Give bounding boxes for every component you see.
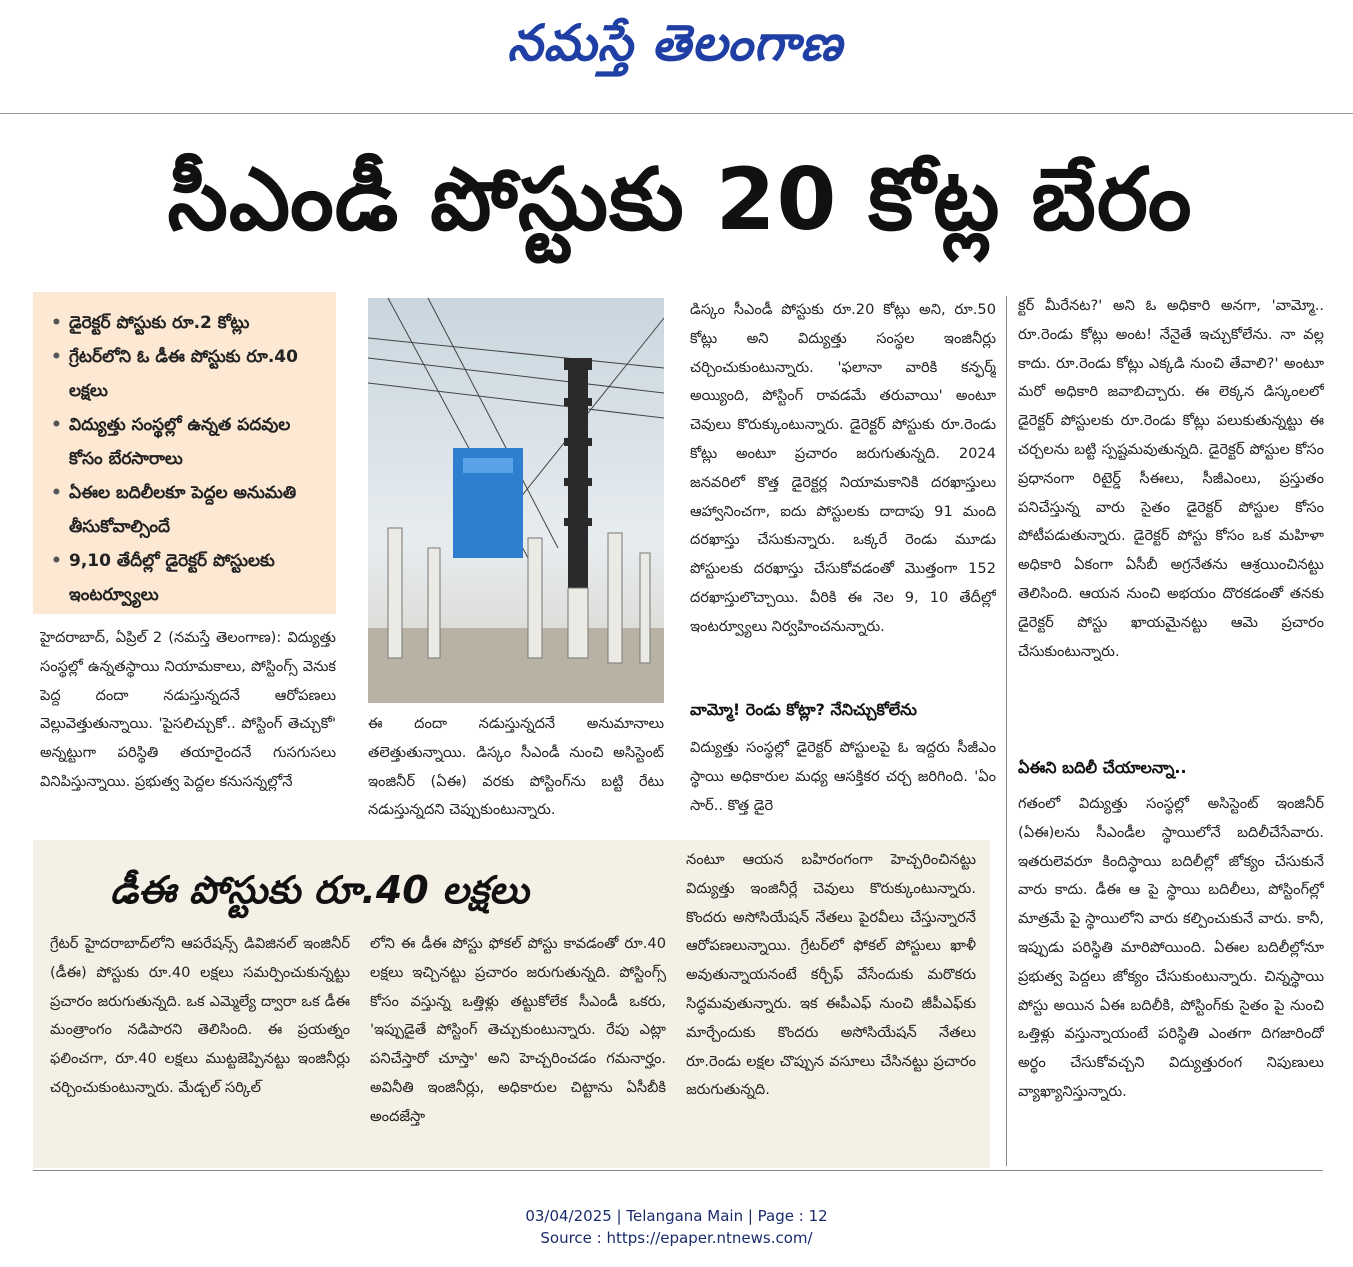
footer-date-page: 03/04/2025 | Telangana Main | Page : 12 <box>525 1207 828 1225</box>
masthead <box>0 0 1353 104</box>
newspaper-logo: నమస్తే తెలంగాణ <box>507 14 843 72</box>
article-column-2: ఈ దందా నడుస్తున్నదనే అనుమానాలు తలెత్తుతున్నాయి. డిస్కం సీఎండీ నుంచి అసిస్టెంట్ ఇంజినీర్ (ఏఈ) వరకు పోస్టింగ్‌ను బట్టి రేటు నడుస్తున్నదని చెప్పుకుంటున్నారు. <box>368 715 664 819</box>
highlight-item: • డైరెక్టర్ పోస్టుకు రూ.2 కోట్లు <box>51 306 326 340</box>
de-post-title: డీఈ పోస్టుకు రూ.40 లక్షలు <box>110 868 529 912</box>
column-divider <box>1006 296 1007 1166</box>
masthead-divider <box>0 113 1353 114</box>
subhead-two-crore: వామ్మో! రెండు కోట్లా? నేనిచ్చుకోలేను <box>690 700 917 719</box>
article-column-4b: గతంలో విద్యుత్తు సంస్థల్లో అసిస్టెంట్ ఇంజినీర్ (ఏఈ)లను సీఎండీల స్థాయిలోనే బదిలీచేసేవారు. ఇతరులెవరూ కిందిస్థాయి బదిలీల్లో జోక్యం చేసుకునే వారు కాదు. డీఈ ఆ పై స్థాయి బదిలీలు, పోస్టింగ్‌ల్లో మాత్రమే పై స్థాయిలోని వారు కల్పించుకునే వారు. కానీ, ఇప్పుడు పరిస్థితి మారిపోయింది. ఏఈల బదిలీల్లోనూ ప్రభుత్వ పెద్దలు జోక్యం చేసుకుంటున్నారు. చిన్నస్థాయి పోస్టు అయిన ఏఈ బదిలీకి, పోస్టింగ్‌కు సైతం పై నుంచి ఒత్తిళ్లు వస్తున్నాయంటే పరిస్థితి ఎంతగా దిగజారిందో అర్థం చేసుకోవచ్చని విద్యుత్తురంగ నిపుణులు వ్యాఖ్యానిస్తున్నారు. <box>1018 795 1324 1100</box>
substation-photo <box>368 298 664 703</box>
article-column-3b: విద్యుత్తు సంస్థల్లో డైరెక్టర్ పోస్టులపై ఓ ఇద్దరు సీజీఎం స్థాయి అధికారుల మధ్య ఆసక్తికర చర్చ జరిగింది. 'ఏం సార్.. కొత్త డైరె <box>690 739 996 814</box>
footer <box>0 1205 1353 1249</box>
de-post-column-2: లోని ఈ డీఈ పోస్టు ఫోకల్ పోస్టు కావడంతో రూ.40 లక్షలు ఇచ్చినట్టు ప్రచారం జరుగుతున్నది. పోస్టింగ్స్ కోసం వస్తున్న ఒత్తిళ్లు తట్టుకోలేక సీఎండీ ఒకరు, 'ఇప్పుడైతే పోస్టింగ్ తెచ్చుకుంటున్నారు. రేపు ఎట్లా పనిచేస్తారో చూస్తా' అని హెచ్చరించడం గమనార్హం. అవినీతి ఇంజినీర్లు, అధికారుల చిట్టాను ఏసీబీకి అందజేస్తా <box>370 935 666 1125</box>
footer-source: Source : https://epaper.ntnews.com/ <box>540 1229 813 1247</box>
bottom-divider <box>33 1170 1323 1171</box>
headline: సీఎండీ పోస్టుకు 20 కోట్ల బేరం <box>167 150 1193 250</box>
highlight-item: • ఏఈల బదిలీలకూ పెద్దల అనుమతి తీసుకోవాల్సిందే <box>51 476 326 544</box>
highlight-item: • 9,10 తేదీల్లో డైరెక్టర్ పోస్టులకు ఇంటర్వ్యూలు <box>51 544 326 612</box>
article-column-3: డిస్కం సీఎండీ పోస్టుకు రూ.20 కోట్లు అని, రూ.50 కోట్లు అని విద్యుత్తు సంస్థల ఇంజినీర్లు చర్చించుకుంటున్నారు. 'ఫలానా వారికి కన్ఫర్మ్ అయ్యింది, పోస్టింగ్ రావడమే తరువాయి' అంటూ చెవులు కొరుక్కుంటున్నారు. డైరెక్టర్ పోస్టుకు రూ.రెండు కోట్లు అంటూ ప్రచారం జరుగుతున్నది. 2024 జనవరిలో కొత్త డైరెక్టర్ల నియామకానికి దరఖాస్తులు ఆహ్వానించగా, ఐదు పోస్టులకు దాదాపు 91 మంది దరఖాస్తు చేసుకున్నారు. ఒక్కరే రెండు మూడు పోస్టులకు దరఖాస్తు చేసుకోవడంతో మొత్తంగా 152 దరఖాస్తులొచ్చాయి. వీరికి ఈ నెల 9, 10 తేదీల్లో ఇంటర్వ్యూలు నిర్వహించనున్నారు. <box>690 301 996 635</box>
highlight-item: • విద్యుత్తు సంస్థల్లో ఉన్నత పదవుల కోసం బేరసారాలు <box>51 408 326 476</box>
article-column-1: హైదరాబాద్, ఏప్రిల్ 2 (నమస్తే తెలంగాణ): విద్యుత్తు సంస్థల్లో ఉన్నతస్థాయి నియామకాలు, పోస్టింగ్స్ వెనుక పెద్ద దందా నడుస్తున్నదనే ఆరోపణలు వెల్లువెత్తుతున్నాయి. 'పైసలిచ్చుకో.. పోస్టింగ్ తెచ్చుకో' అన్నట్టుగా పరిస్థితి తయారైందనే గుసగుసలు వినిపిస్తున్నాయి. ప్రభుత్వ పెద్దల కనుసన్నల్లోనే <box>40 629 336 790</box>
article-column-4: క్టర్ మీరేనట?' అని ఓ అధికారి అనగా, 'వామ్మో.. రూ.రెండు కోట్లు అంట! నేనైతే ఇచ్చుకోలేను. నా వల్ల కాదు. రూ.రెండు కోట్లు ఎక్కడి నుంచి తేవాలి?' అంటూ మరో అధికారి జవాబిచ్చారు. ఈ లెక్కన డిస్కంలలో డైరెక్టర్ పోస్టులకు రూ.రెండు కోట్లు పలుకుతున్నట్టు ఈ చర్చలను బట్టి స్పష్టమవుతున్నది. డైరెక్టర్ పోస్టుల కోసం ప్రధానంగా రిటైర్డ్ సీఈలు, సీజీఎంలు, ప్రస్తుతం పనిచేస్తున్న వారు సైతం డైరెక్టర్ పోస్టుల కోసం పోటీపడుతున్నారు. డైరెక్టర్ పోస్టు కోసం ఒక మహిళా అధికారి ఏకంగా ఏసీబీ అగ్రనేతను ఆశ్రయించినట్టు తెలిసింది. ఆయన నుంచి అభయం దొరకడంతో తనకు డైరెక్టర్ పోస్టు ఖాయమైనట్టు ఆమె ప్రచారం చేసుకుంటున్నారు. <box>1018 297 1324 660</box>
highlight-item: • గ్రేటర్‌లోని ఓ డీఈ పోస్టుకు రూ.40 లక్షలు <box>51 340 326 408</box>
de-post-column-3: నంటూ ఆయన బహిరంగంగా హెచ్చరించినట్టు విద్యుత్తు ఇంజినీర్లే చెవులు కొరుక్కుంటున్నారు. కొందరు అసోసియేషన్ నేతలు పైరవీలు చేస్తున్నారనే ఆరోపణలున్నాయి. గ్రేటర్‌లో ఫోకల్ పోస్టులు ఖాళీ అవుతున్నాయనంటే కర్చీఫ్ వేసేందుకు మరొకరు సిద్ధమవుతున్నారు. ఇక ఈపీఎఫ్ నుంచి జీపీఎఫ్‌కు మార్చేందుకు కొందరు అసోసియేషన్ నేతలు రూ.రెండు లక్షల చొప్పున వసూలు చేసినట్టు ప్రచారం జరుగుతున్నది. <box>686 851 976 1099</box>
subhead-ae-transfer: ఏఈని బదిలీ చేయాలన్నా.. <box>1018 758 1187 777</box>
de-post-column-1: గ్రేటర్ హైదరాబాద్‌లోని ఆపరేషన్స్ డివిజినల్ ఇంజినీర్ (డీఈ) పోస్టుకు రూ.40 లక్షలు సమర్పించుకున్నట్టు ప్రచారం జరుగుతున్నది. ఒక ఎమ్మెల్యే ద్వారా ఒక డీఈ మంత్రాంగం నడిపారని తెలిసింది. ఈ ప్రయత్నం ఫలించగా, రూ.40 లక్షలు ముట్టజెప్పినట్టు ఇంజినీర్లు చర్చించుకుంటున్నారు. మేడ్చల్ సర్కిల్ <box>50 935 350 1096</box>
highlights-box <box>33 292 336 614</box>
